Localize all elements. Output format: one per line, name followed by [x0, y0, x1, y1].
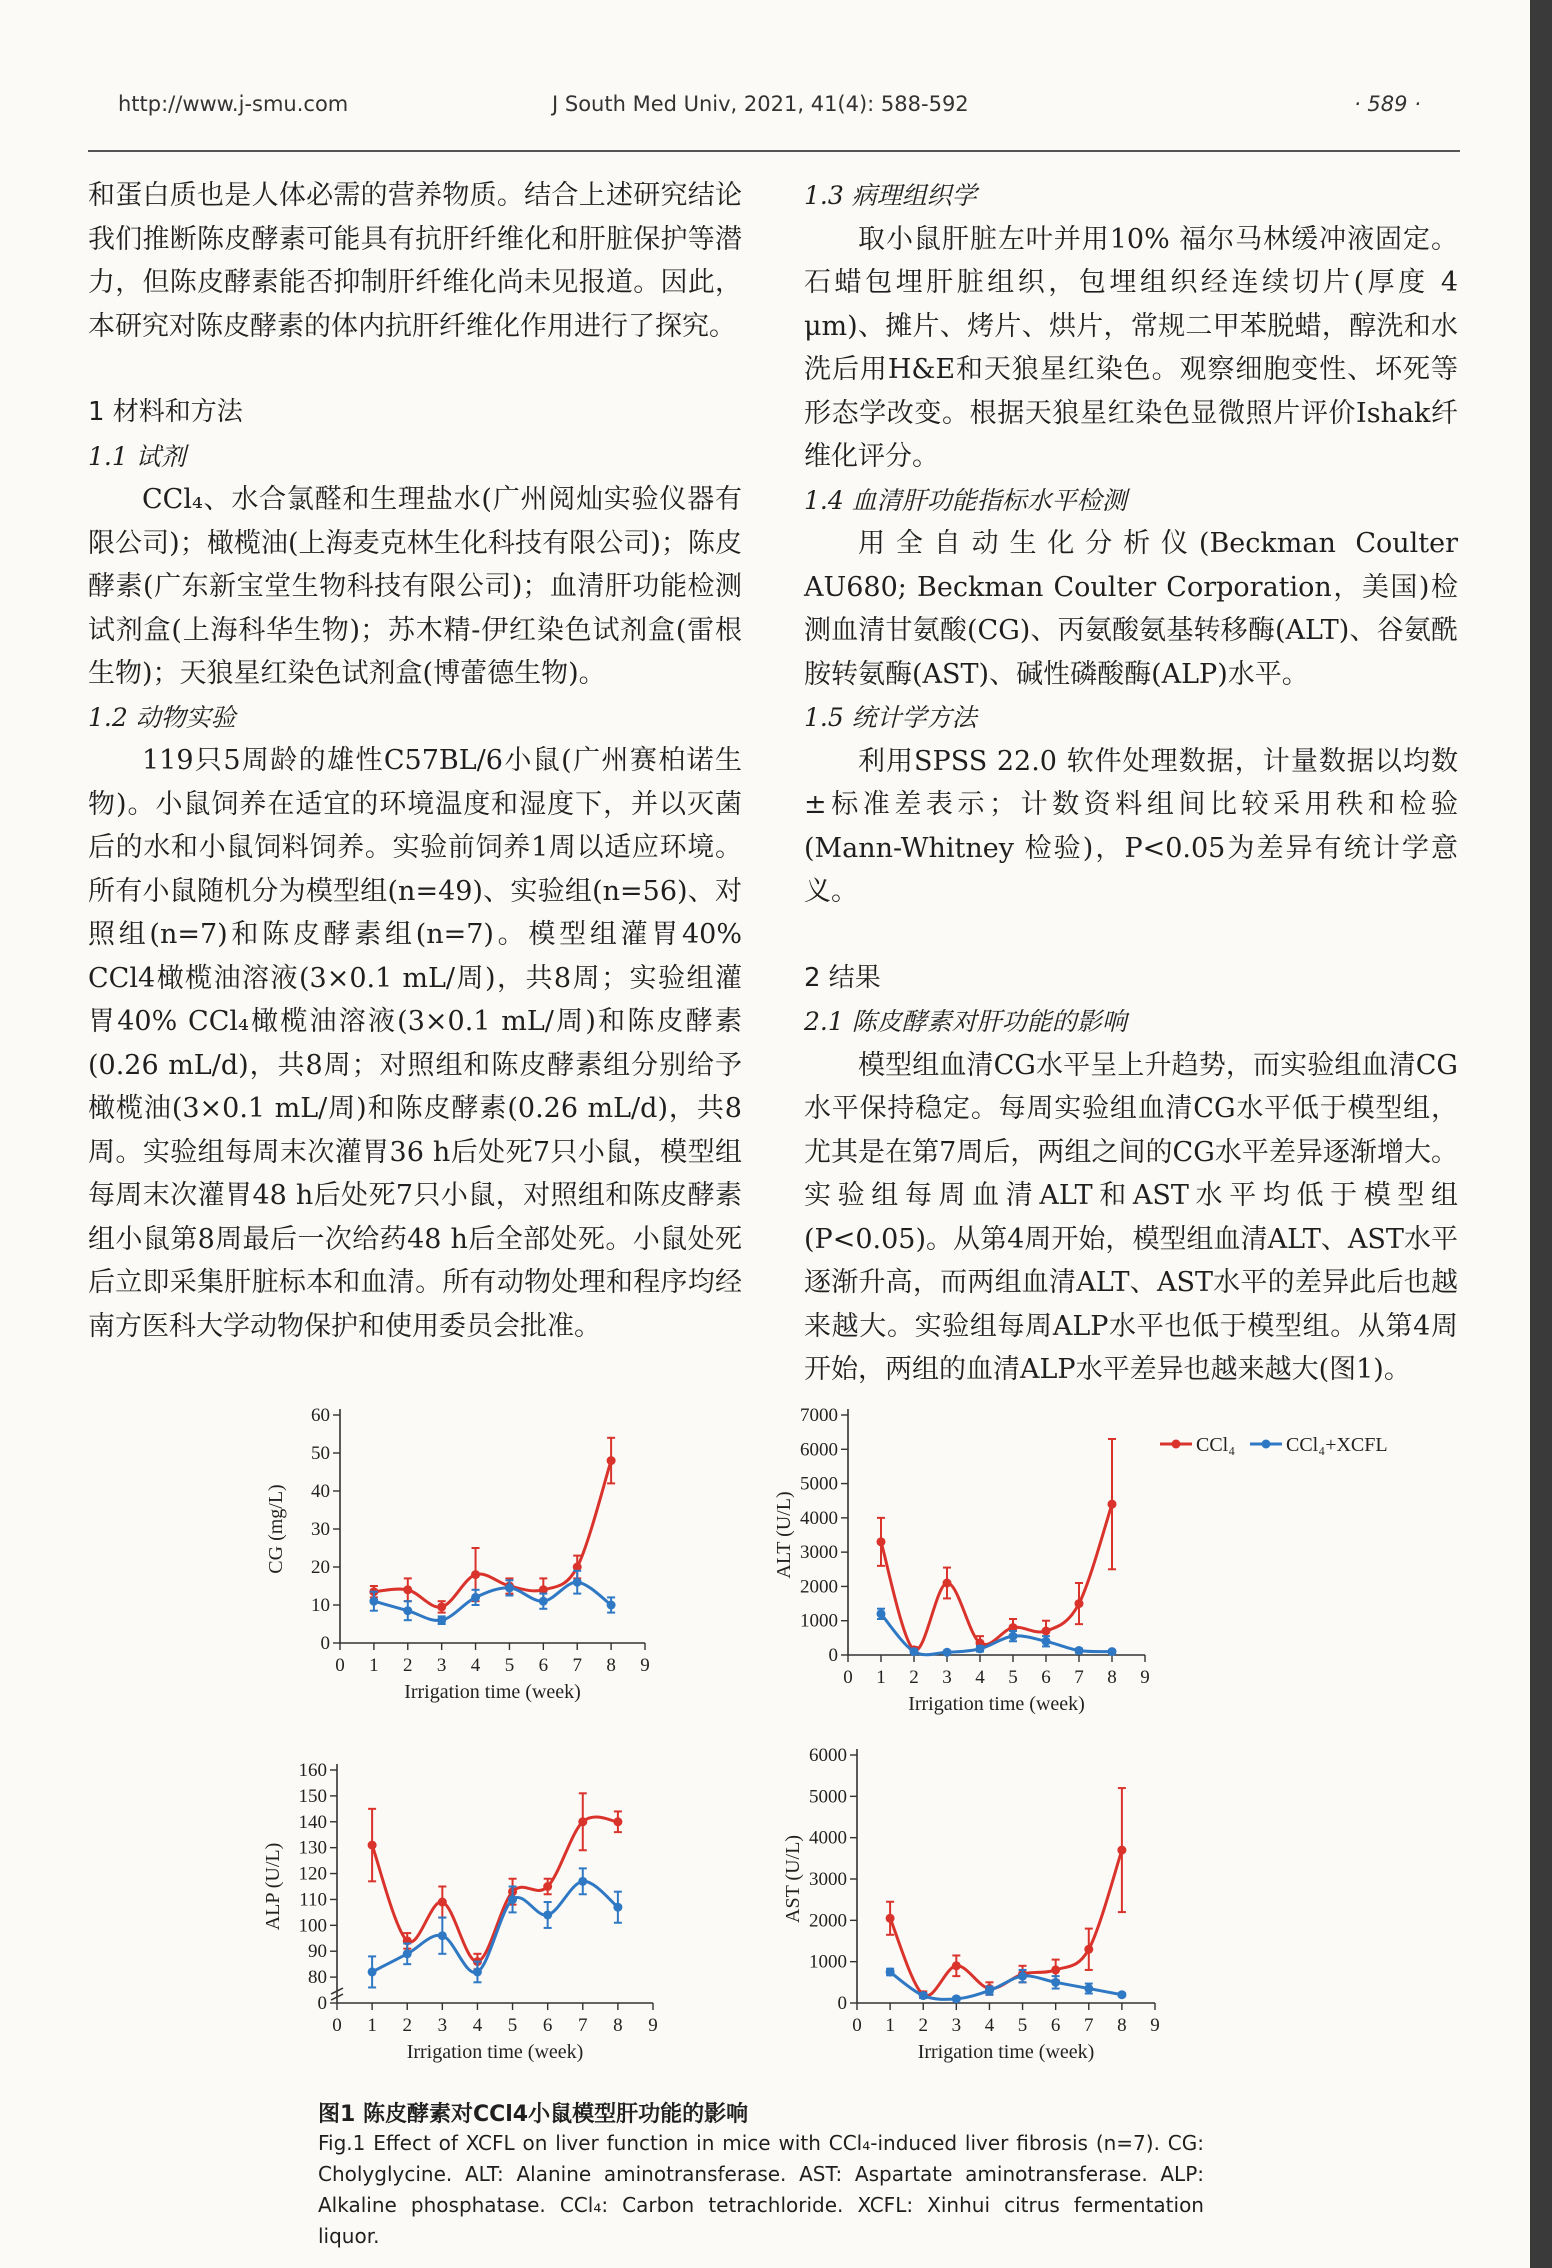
x-tick-label: 2 — [403, 1655, 413, 1676]
x-tick-label: 7 — [1084, 2015, 1094, 2036]
section-2-1-heading: 2.1 陈皮酵素对肝功能的影响 — [804, 1007, 1127, 1036]
x-axis-label: Irrigation time (week) — [406, 2041, 584, 2063]
data-point — [505, 1583, 514, 1592]
y-tick-label: 7000 — [800, 1405, 838, 1426]
section-2-heading: 2 结果 — [804, 962, 881, 993]
x-tick-label: 8 — [606, 1655, 616, 1676]
data-point — [368, 1841, 377, 1850]
chart-panel-3 — [262, 1760, 658, 2063]
data-point — [1108, 1500, 1117, 1509]
data-point — [1042, 1627, 1051, 1636]
y-tick-label: 6000 — [800, 1439, 838, 1461]
x-tick-label: 5 — [504, 1655, 515, 1676]
y-tick-label: 4000 — [800, 1507, 838, 1529]
data-point — [368, 1967, 377, 1976]
section-2-1-paragraph: 模型组血清CG水平呈上升趋势，而实验组血清CG水平保持稳定。每周实验组血清CG水平低于模型组，尤其是在第7周后，两组之间的CG水平差异逐渐增大。实验组每周血清ALT和AST水平均低于模型组(P<0.05)。从第4周开始，模型组血清ALT、AST水平逐渐升高，而两组血清ALT、AST水平的差异此后也越来越大。实验组每周ALP水平也低于模型组。从第4周开始，两组的血清ALP水平差异也越来越大(图1)。 — [804, 1049, 1458, 1385]
data-point — [508, 1895, 517, 1904]
x-tick-label: 7 — [578, 2015, 588, 2036]
intro-paragraph: 和蛋白质也是人体必需的营养物质。结合上述研究结论我们推断陈皮酵素可能具有抗肝纤维化和肝脏保护等潜力，但陈皮酵素能否抑制肝纤维化尚未见报道。因此，本研究对陈皮酵素的体内抗肝纤维化作用进行了探究。 — [88, 180, 742, 342]
data-point — [877, 1537, 886, 1546]
data-point — [1051, 1965, 1060, 1974]
section-1-2-heading: 1.2 动物实验 — [88, 702, 236, 732]
y-tick-label: 1000 — [809, 1951, 847, 1973]
data-point — [1108, 1647, 1117, 1656]
y-tick-label: 2000 — [800, 1576, 838, 1598]
data-point — [539, 1597, 548, 1606]
data-point — [910, 1647, 919, 1656]
data-point — [473, 1967, 482, 1976]
y-tick-label: 90 — [308, 1941, 327, 1963]
x-tick-label: 2 — [909, 1667, 919, 1688]
data-point — [471, 1593, 480, 1602]
data-point — [1051, 1978, 1060, 1987]
x-tick-label: 5 — [1008, 1667, 1018, 1688]
y-axis-label: ALT (U/L) — [773, 1491, 795, 1579]
y-tick-label: 80 — [308, 1967, 327, 1989]
chart-legend — [1160, 1434, 1388, 1456]
header-rule — [88, 150, 1460, 152]
section-1-4-paragraph: 用全自动生化分析仪(Beckman Coulter AU680; Beckman Coulter Corporation，美国)检测血清甘氨酸(CG)、丙氨酸氨基转移酶(ALT)、谷氨酰胺转氨酶(AST)、碱性磷酸酶(ALP)水平。 — [804, 528, 1458, 690]
legend-marker — [1172, 1440, 1181, 1449]
data-point — [943, 1579, 952, 1588]
x-tick-label: 5 — [507, 2015, 518, 2036]
y-tick-label: 140 — [298, 1811, 327, 1833]
x-tick-label: 9 — [640, 1655, 650, 1676]
data-point — [877, 1609, 886, 1618]
x-tick-label: 4 — [470, 1655, 481, 1676]
x-tick-label: 6 — [1050, 2015, 1061, 2036]
x-tick-label: 9 — [1140, 1667, 1150, 1688]
data-point — [1009, 1632, 1018, 1641]
data-point — [607, 1601, 616, 1610]
data-point — [578, 1817, 587, 1826]
y-tick-label: 6000 — [809, 1745, 847, 1766]
y-tick-label: 0 — [828, 1645, 838, 1666]
data-point — [886, 1914, 895, 1923]
y-tick-label: 40 — [311, 1481, 330, 1502]
y-tick-label: 4000 — [809, 1827, 847, 1849]
data-point — [403, 1585, 412, 1594]
y-tick-label: 110 — [299, 1889, 327, 1911]
section-1-5-paragraph: 利用SPSS 22.0 软件处理数据，计量数据以均数±标准差表示；计数资料组间比较采用秩和检验(Mann-Whitney 检验)，P<0.05为差异有统计学意义。 — [804, 745, 1458, 907]
data-point — [369, 1597, 378, 1606]
y-tick-label: 120 — [298, 1863, 327, 1885]
legend-label: CCl₄+XCFL — [1286, 1434, 1388, 1456]
x-tick-label: 1 — [367, 2015, 377, 2036]
y-tick-label: 5000 — [809, 1786, 847, 1808]
x-tick-label: 7 — [1074, 1667, 1084, 1688]
data-point — [438, 1898, 447, 1907]
y-tick-label: 160 — [298, 1760, 327, 1781]
data-point — [1084, 1984, 1093, 1993]
data-point — [919, 1991, 928, 2000]
right-column — [804, 174, 1458, 1392]
data-point — [952, 1994, 961, 2003]
x-tick-label: 0 — [335, 1655, 345, 1676]
data-point — [985, 1986, 994, 1995]
x-tick-label: 6 — [538, 1655, 549, 1676]
data-point — [613, 1817, 622, 1826]
y-tick-label: 5000 — [800, 1473, 838, 1495]
y-tick-label: 10 — [311, 1595, 330, 1616]
x-tick-label: 6 — [1041, 1667, 1051, 1688]
x-tick-label: 0 — [332, 2015, 342, 2036]
data-point — [1075, 1599, 1084, 1608]
y-axis-label: CG (mg/L) — [265, 1484, 287, 1574]
data-point — [1084, 1945, 1093, 1954]
data-point — [578, 1877, 587, 1886]
x-axis-label: Irrigation time (week) — [908, 1693, 1085, 1715]
x-tick-label: 9 — [1150, 2015, 1160, 2036]
data-point — [543, 1910, 552, 1919]
data-point — [437, 1602, 446, 1611]
y-tick-label: 1000 — [800, 1610, 838, 1632]
legend-label: CCl₄ — [1196, 1434, 1236, 1456]
data-point — [607, 1456, 616, 1465]
data-point — [1117, 1990, 1126, 1999]
section-1-5-heading: 1.5 统计学方法 — [804, 703, 977, 732]
figure-1 — [0, 1395, 1530, 2095]
data-point — [1018, 1972, 1027, 1981]
y-axis-label: ALP (U/L) — [262, 1842, 284, 1931]
data-point — [403, 1606, 412, 1615]
section-1-3-paragraph: 取小鼠肝脏左叶并用10% 福尔马林缓冲液固定。石蜡包埋肝脏组织，包埋组织经连续切片(厚度 4 μm)、摊片、烤片、烘片，常规二甲苯脱蜡，醇洗和水洗后用H&E和天狼星红染色。观察细胞变性、坏死等形态学改变。根据天狼星红染色显微照片评价Ishak纤维化评分。 — [804, 223, 1458, 472]
x-tick-label: 3 — [942, 1667, 952, 1688]
data-point — [943, 1648, 952, 1657]
section-1-1-heading: 1.1 试剂 — [88, 441, 186, 471]
data-point — [976, 1644, 985, 1653]
left-column — [88, 174, 742, 1348]
data-point — [573, 1578, 582, 1587]
figure-caption-cn: 图1 陈皮酵素对CCl4小鼠模型肝功能的影响 — [318, 2102, 749, 2127]
x-tick-label: 2 — [918, 2015, 928, 2036]
series-line-ccl4 — [890, 1850, 1122, 1996]
y-tick-label: 100 — [298, 1915, 327, 1937]
data-point — [471, 1570, 480, 1579]
chart-panel-2 — [773, 1405, 1150, 1715]
data-point — [613, 1903, 622, 1912]
legend-marker — [1262, 1440, 1271, 1449]
scan-edge — [1530, 0, 1552, 2268]
chart-panel-1 — [265, 1405, 650, 1703]
header-page-number: · 589 · — [1354, 92, 1421, 116]
y-tick-label: 3000 — [800, 1542, 838, 1564]
data-point — [952, 1961, 961, 1970]
x-tick-label: 8 — [1107, 1667, 1117, 1688]
chart-panel-4 — [782, 1745, 1160, 2063]
y-axis-label: AST (U/L) — [782, 1835, 804, 1923]
x-tick-label: 1 — [885, 2015, 895, 2036]
x-tick-label: 4 — [472, 2015, 483, 2036]
x-tick-label: 3 — [436, 1655, 447, 1676]
y-tick-label: 0 — [320, 1633, 330, 1654]
x-tick-label: 7 — [572, 1655, 582, 1676]
x-tick-label: 0 — [852, 2015, 862, 2036]
header-journal: J South Med Univ, 2021, 41(4): 588-592 — [552, 92, 969, 116]
data-point — [1117, 1846, 1126, 1855]
x-tick-label: 2 — [402, 2015, 412, 2036]
x-tick-label: 6 — [542, 2015, 553, 2036]
x-tick-label: 4 — [975, 1667, 985, 1688]
x-tick-label: 1 — [369, 1655, 379, 1676]
x-tick-label: 8 — [613, 2015, 623, 2036]
y-tick-label: 0 — [317, 1993, 327, 2014]
x-tick-label: 4 — [984, 2015, 995, 2036]
section-1-2-paragraph: 119只5周龄的雄性C57BL/6小鼠(广州赛柏诺生物)。小鼠饲养在适宜的环境温度和湿度下，并以灭菌后的水和小鼠饲料饲养。实验前饲养1周以适应环境。所有小鼠随机分为模型组(n=49)、实验组(n=56)、对照组(n=7)和陈皮酵素组(n=7)。模型组灌胃40% CCl4橄榄油溶液(3×0.1 mL/周)，共8周；实验组灌胃40% CCl₄橄榄油溶液(3×0.1 mL/周)和陈皮酵素(0.26 mL/d)，共8周；对照组和陈皮酵素组分别给予橄榄油(3×0.1 mL/周)和陈皮酵素(0.26 mL/d)，共8周。实验组每周末次灌胃36 h后处死7只小鼠，模型组每周末次灌胃48 h后处死7只小鼠，对照组和陈皮酵素组小鼠第8周最后一次给药48 h后全部处死。小鼠处死后立即采集肝脏标本和血清。所有动物处理和程序均经南方医科大学动物保护和使用委员会批准。 — [88, 745, 742, 1342]
data-point — [543, 1882, 552, 1891]
y-tick-label: 50 — [311, 1443, 330, 1464]
data-point — [1075, 1646, 1084, 1655]
y-tick-label: 0 — [837, 1993, 847, 2014]
series-line-ccl4 — [881, 1504, 1112, 1650]
y-tick-label: 130 — [298, 1837, 327, 1859]
y-tick-label: 2000 — [809, 1910, 847, 1932]
y-tick-label: 30 — [311, 1519, 330, 1540]
x-tick-label: 1 — [876, 1667, 886, 1688]
y-tick-label: 3000 — [809, 1869, 847, 1890]
section-1-heading: 1 材料和方法 — [88, 397, 243, 427]
data-point — [886, 1968, 895, 1977]
x-tick-label: 3 — [951, 2015, 962, 2036]
x-tick-label: 5 — [1017, 2015, 1028, 2036]
x-tick-label: 8 — [1117, 2015, 1127, 2036]
section-1-3-heading: 1.3 病理组织学 — [804, 181, 977, 210]
figure-caption-en: Fig.1 Effect of XCFL on liver function in mice with CCl₄-induced liver fibrosis (n=7). CG: Cholyglycine. ALT: Alanine aminotransferase. AST: Aspartate aminotransferase. ALP: Alkaline phosphatase. CCl₄: Carbon tetrachloride. XCFL: Xinhui citrus fermentation liquor. — [318, 2131, 1204, 2248]
y-tick-label: 20 — [311, 1557, 330, 1578]
x-tick-label: 9 — [648, 2015, 658, 2036]
y-tick-label: 150 — [298, 1785, 327, 1807]
header-url: http://www.j-smu.com — [118, 92, 349, 116]
data-point — [438, 1931, 447, 1940]
x-axis-label: Irrigation time (week) — [404, 1681, 581, 1703]
section-1-4-heading: 1.4 血清肝功能指标水平检测 — [804, 485, 1127, 515]
x-tick-label: 3 — [437, 2015, 448, 2036]
data-point — [437, 1616, 446, 1625]
section-1-1-paragraph: CCl₄、水合氯醛和生理盐水(广州阅灿实验仪器有限公司)；橄榄油(上海麦克林生化科技有限公司)；陈皮酵素(广东新宝堂生物科技有限公司)；血清肝功能检测试剂盒(上海科华生物)；苏木精-伊红染色试剂盒(雷根生物)；天狼星红染色试剂盒(博蕾德生物)。 — [88, 484, 742, 689]
y-tick-label: 60 — [311, 1405, 330, 1426]
data-point — [1042, 1637, 1051, 1646]
x-tick-label: 0 — [843, 1667, 853, 1688]
data-point — [403, 1949, 412, 1958]
x-axis-label: Irrigation time (week) — [917, 2041, 1095, 2063]
